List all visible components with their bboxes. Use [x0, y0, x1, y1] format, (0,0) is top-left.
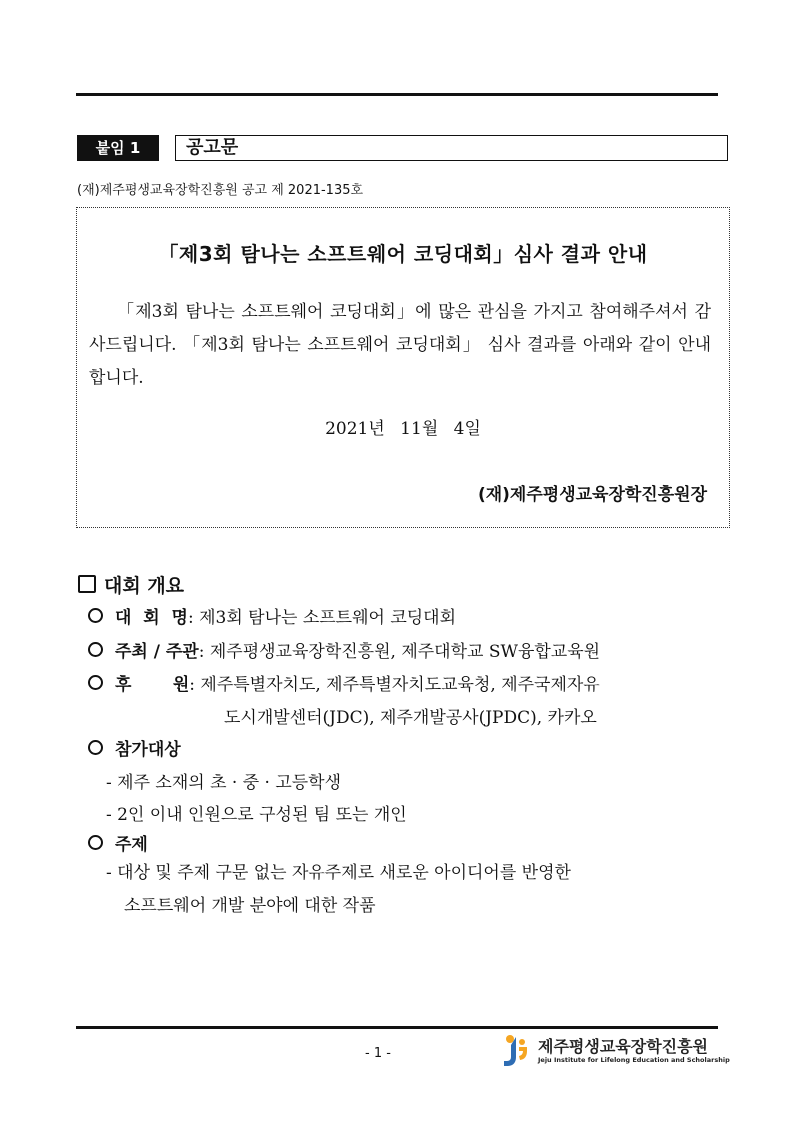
section-title [78, 571, 184, 598]
notice-date: 2021년 11월 4일 [325, 419, 481, 439]
sponsor-continuation: 도시개발센터(JDC), 제주개발공사(JPDC), 카카오 [224, 708, 597, 728]
item-label: 대 회 명 [115, 608, 188, 628]
item-value: : 제3회 탐나는 소프트웨어 코딩대회 [187, 608, 457, 628]
item-value: : 제주특별자치도, 제주특별자치도교육청, 제주국제자유 [189, 675, 600, 695]
theme-title [88, 830, 148, 855]
notice-heading: 「제3회 탐나는 소프트웨어 코딩대회」심사 결과 안내 [158, 242, 648, 266]
org-name: 제주평생교육장학진흥원 [538, 1037, 709, 1056]
page-number: - 1 - [365, 1046, 391, 1061]
theme-line: - 대상 및 주제 구문 없는 자유주제로 새로운 아이디어를 반영한 [106, 863, 571, 883]
notice-signature: (재)제주평생교육장학진흥원장 [477, 485, 707, 505]
section-title-text: 대회 개요 [104, 575, 185, 597]
overview-item-name [88, 603, 456, 628]
participants-title [88, 735, 181, 760]
overview-item-sponsor [88, 670, 600, 695]
circle-bullet-icon [88, 740, 103, 755]
checkbox-square-icon [78, 575, 96, 593]
theme-description [106, 857, 718, 923]
org-logo [500, 1033, 730, 1073]
attachment-badge: 붙임 1 [77, 135, 159, 161]
circle-bullet-icon [88, 675, 103, 690]
item-value: : 제주평생교육장학진흥원, 제주대학교 SW융합교육원 [198, 642, 601, 662]
notice-box [76, 207, 730, 528]
attachment-title: 공고문 [175, 135, 728, 161]
circle-bullet-icon [88, 835, 103, 850]
circle-bullet-icon [88, 642, 103, 657]
item-label: 주최 / 주관 [115, 642, 199, 662]
participants-line: - 2인 이내 인원으로 구성된 팀 또는 개인 [106, 805, 407, 825]
top-rule [76, 93, 718, 96]
circle-bullet-icon [88, 608, 103, 623]
theme-title-text: 주제 [115, 835, 148, 855]
item-label: 후 원 [115, 675, 190, 695]
jeju-logo-icon [500, 1033, 534, 1069]
org-name-en: Jeju Institute for Lifelong Education and Scholarship [538, 1056, 730, 1064]
notice-body: 「제3회 탐나는 소프트웨어 코딩대회」에 많은 관심을 가지고 참여해주셔서 감사드립니다. 「제3회 탐나는 소프트웨어 코딩대회」 심사 결과를 아래와 같이 안내합니다. [89, 302, 711, 388]
participants-line: - 제주 소재의 초 · 중 · 고등학생 [106, 773, 342, 793]
participants-title-text: 참가대상 [115, 740, 181, 760]
bottom-rule [76, 1026, 718, 1029]
notice-number: (재)제주평생교육장학진흥원 공고 제 2021-135호 [77, 183, 364, 198]
theme-line: 소프트웨어 개발 분야에 대한 작품 [124, 896, 376, 916]
overview-item-host [88, 637, 600, 662]
